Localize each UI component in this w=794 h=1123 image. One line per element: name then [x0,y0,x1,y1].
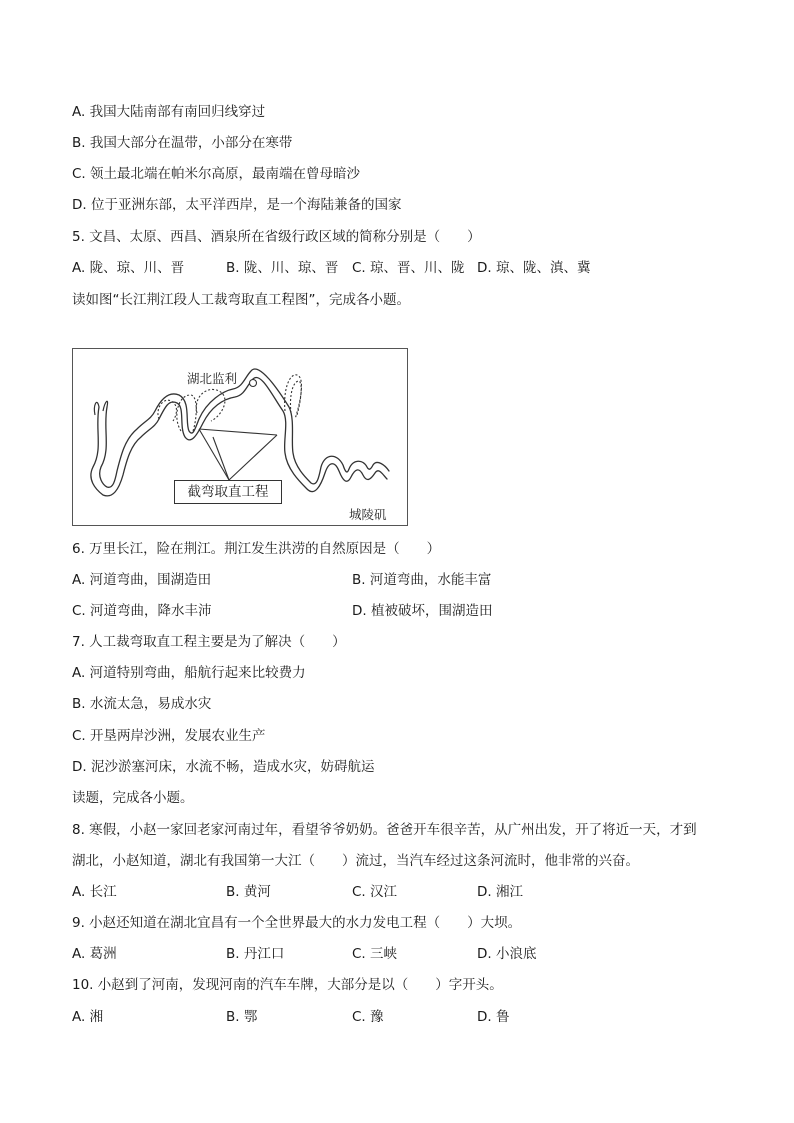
q5-option-b: B. 陇、川、琼、晋 [226,260,339,276]
q9-stem: 9. 小赵还知道在湖北宜昌有一个全世界最大的水力发电工程（ ）大坝。 [72,915,522,931]
q8-option-c: C. 汉江 [352,884,398,900]
q6-stem: 6. 万里长江，险在荆江。荆江发生洪涝的自然原因是（ ） [72,541,441,557]
q10-option-c: C. 豫 [352,1009,384,1025]
q7-option-c: C. 开垦两岸沙洲，发展农业生产 [72,728,266,744]
q7-option-d: D. 泥沙淤塞河床，水流不畅，造成水灾，妨碍航运 [72,759,375,775]
q9-option-c: C. 三峡 [352,946,398,962]
label-jianli: 湖北监利 [187,371,238,386]
q6-options-row2 [72,602,722,620]
q4-option-c: C. 领土最北端在帕米尔高原，最南端在曾母暗沙 [72,166,361,182]
label-cutoff-project: 截弯取直工程 [174,480,282,504]
q4-option-b: B. 我国大部分在温带，小部分在寒带 [72,135,293,151]
q10-options [72,1008,672,1026]
q10-option-d: D. 鲁 [477,1009,510,1025]
q7-stem: 7. 人工裁弯取直工程主要是为了解决（ ） [72,634,346,650]
q5-options [72,259,672,277]
jingjiang-river-map [72,348,408,526]
intro-figure: 读如图“长江荆江段人工裁弯取直工程图”，完成各小题。 [72,292,410,308]
q6-option-b: B. 河道弯曲，水能丰富 [352,572,492,588]
q9-options [72,945,672,963]
q4-option-a: A. 我国大陆南部有南回归线穿过 [72,104,266,120]
q9-option-d: D. 小浪底 [477,946,537,962]
q6-option-c: C. 河道弯曲，降水丰沛 [72,603,212,619]
q4-option-d: D. 位于亚洲东部，太平洋西岸，是一个海陆兼备的国家 [72,197,402,213]
q8-options [72,883,672,901]
q7-option-b: B. 水流太急，易成水灾 [72,696,212,712]
q9-option-a: A. 葛洲 [72,946,117,962]
q5-option-d: D. 琼、陇、滇、冀 [477,260,591,276]
label-chenglingji: 城陵矶 [349,507,387,522]
q6-option-a: A. 河道弯曲，围湖造田 [72,572,212,588]
q10-option-a: A. 湘 [72,1009,104,1025]
q10-stem: 10. 小赵到了河南，发现河南的汽车车牌，大部分是以（ ）字开头。 [72,977,503,993]
q5-stem: 5. 文昌、太原、西昌、酒泉所在省级行政区域的简称分别是（ ） [72,229,481,245]
q9-option-b: B. 丹江口 [226,946,285,962]
q10-option-b: B. 鄂 [226,1009,258,1025]
q8-option-d: D. 湘江 [477,884,523,900]
q6-options-row1 [72,571,722,589]
q8-stem-line2: 湖北，小赵知道，湖北有我国第一大江（ ）流过，当汽车经过这条河流时，他非常的兴奋。 [72,853,639,869]
q5-option-a: A. 陇、琼、川、晋 [72,260,185,276]
q8-option-a: A. 长江 [72,884,117,900]
intro-reading: 读题，完成各小题。 [72,790,194,806]
q7-option-a: A. 河道特别弯曲，船航行起来比较费力 [72,665,306,681]
q8-option-b: B. 黄河 [226,884,271,900]
q6-option-d: D. 植被破坏，围湖造田 [352,603,493,619]
q5-option-c: C. 琼、晋、川、陇 [352,260,465,276]
q8-stem-line1: 8. 寒假，小赵一家回老家河南过年，看望爷爷奶奶。爸爸开车很辛苦，从广州出发，开了将近一天，才到 [72,822,697,838]
